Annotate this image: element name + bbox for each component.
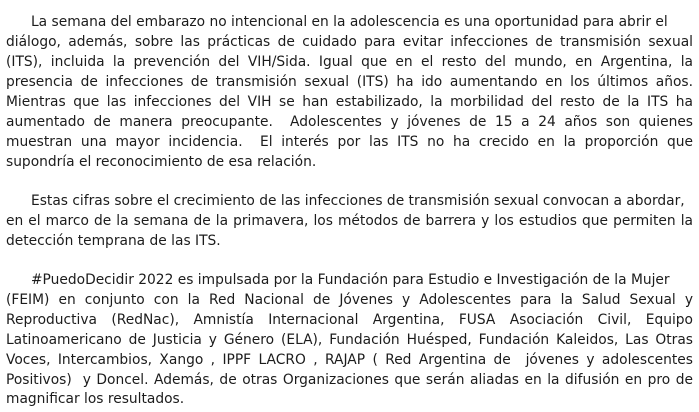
paragraph-line: Estas cifras sobre el crecimiento de las infecciones de transmisión sexual convocan a abordar, — [31, 193, 685, 209]
paragraph-line: diálogo, además, sobre las prácticas de cuidado para evitar infecciones de transmisión sexual — [6, 34, 693, 50]
paragraph-line: Voces, Intercambios, Xango , IPPF LACRO , RAJAP ( Red Argentina de jóvenes y adolescentes — [6, 352, 693, 368]
paragraph-line: (FEIM) en conjunto con la Red Nacional de Jóvenes y Adolescentes para la Salud Sexual y — [6, 292, 693, 308]
paragraph-line: Latinoamericano de Justicia y Género (ELA), Fundación Huésped, Fundación Kaleidos, Las Otras — [6, 332, 693, 348]
paragraph-line: aumentado de manera preocupante. Adolescentes y jóvenes de 15 a 24 años son quienes — [6, 114, 693, 130]
paragraph-line: presencia de infecciones de transmisión sexual (ITS) ha ido aumentando en los últimos años. — [6, 74, 693, 90]
paragraph-line: Mientras que las infecciones del VIH se han estabilizado, la morbilidad del resto de la ITS ha — [6, 94, 693, 110]
paragraph-line: (ITS), incluida la prevención del VIH/Sida. Igual que en el resto del mundo, en Argentina, la — [6, 54, 693, 70]
paragraph-line: La semana del embarazo no intencional en la adolescencia es una oportunidad para abrir el — [31, 14, 668, 30]
paragraph-line: magnificar los resultados. — [6, 391, 185, 407]
paragraph-line: #PuedoDecidir 2022 es impulsada por la Fundación para Estudio e Investigación de la Mujer — [31, 272, 670, 288]
paragraph-line: muestran una mayor incidencia. El interés por las ITS no ha crecido en la proporción que — [6, 134, 693, 150]
paragraph-line: supondría el reconocimiento de esa relación. — [6, 154, 317, 170]
paragraph-line: Positivos) y Doncel. Además, de otras Organizaciones que serán aliadas en la difusión en pro de — [6, 372, 693, 388]
paragraph-line: en el marco de la semana de la primavera, los métodos de barrera y los estudios que permiten la — [6, 213, 693, 229]
paragraph-line: Reproductiva (RedNac), Amnistía Internacional Argentina, FUSA Asociación Civil, Equipo — [6, 312, 693, 328]
paragraph-line: detección temprana de las ITS. — [6, 233, 221, 249]
